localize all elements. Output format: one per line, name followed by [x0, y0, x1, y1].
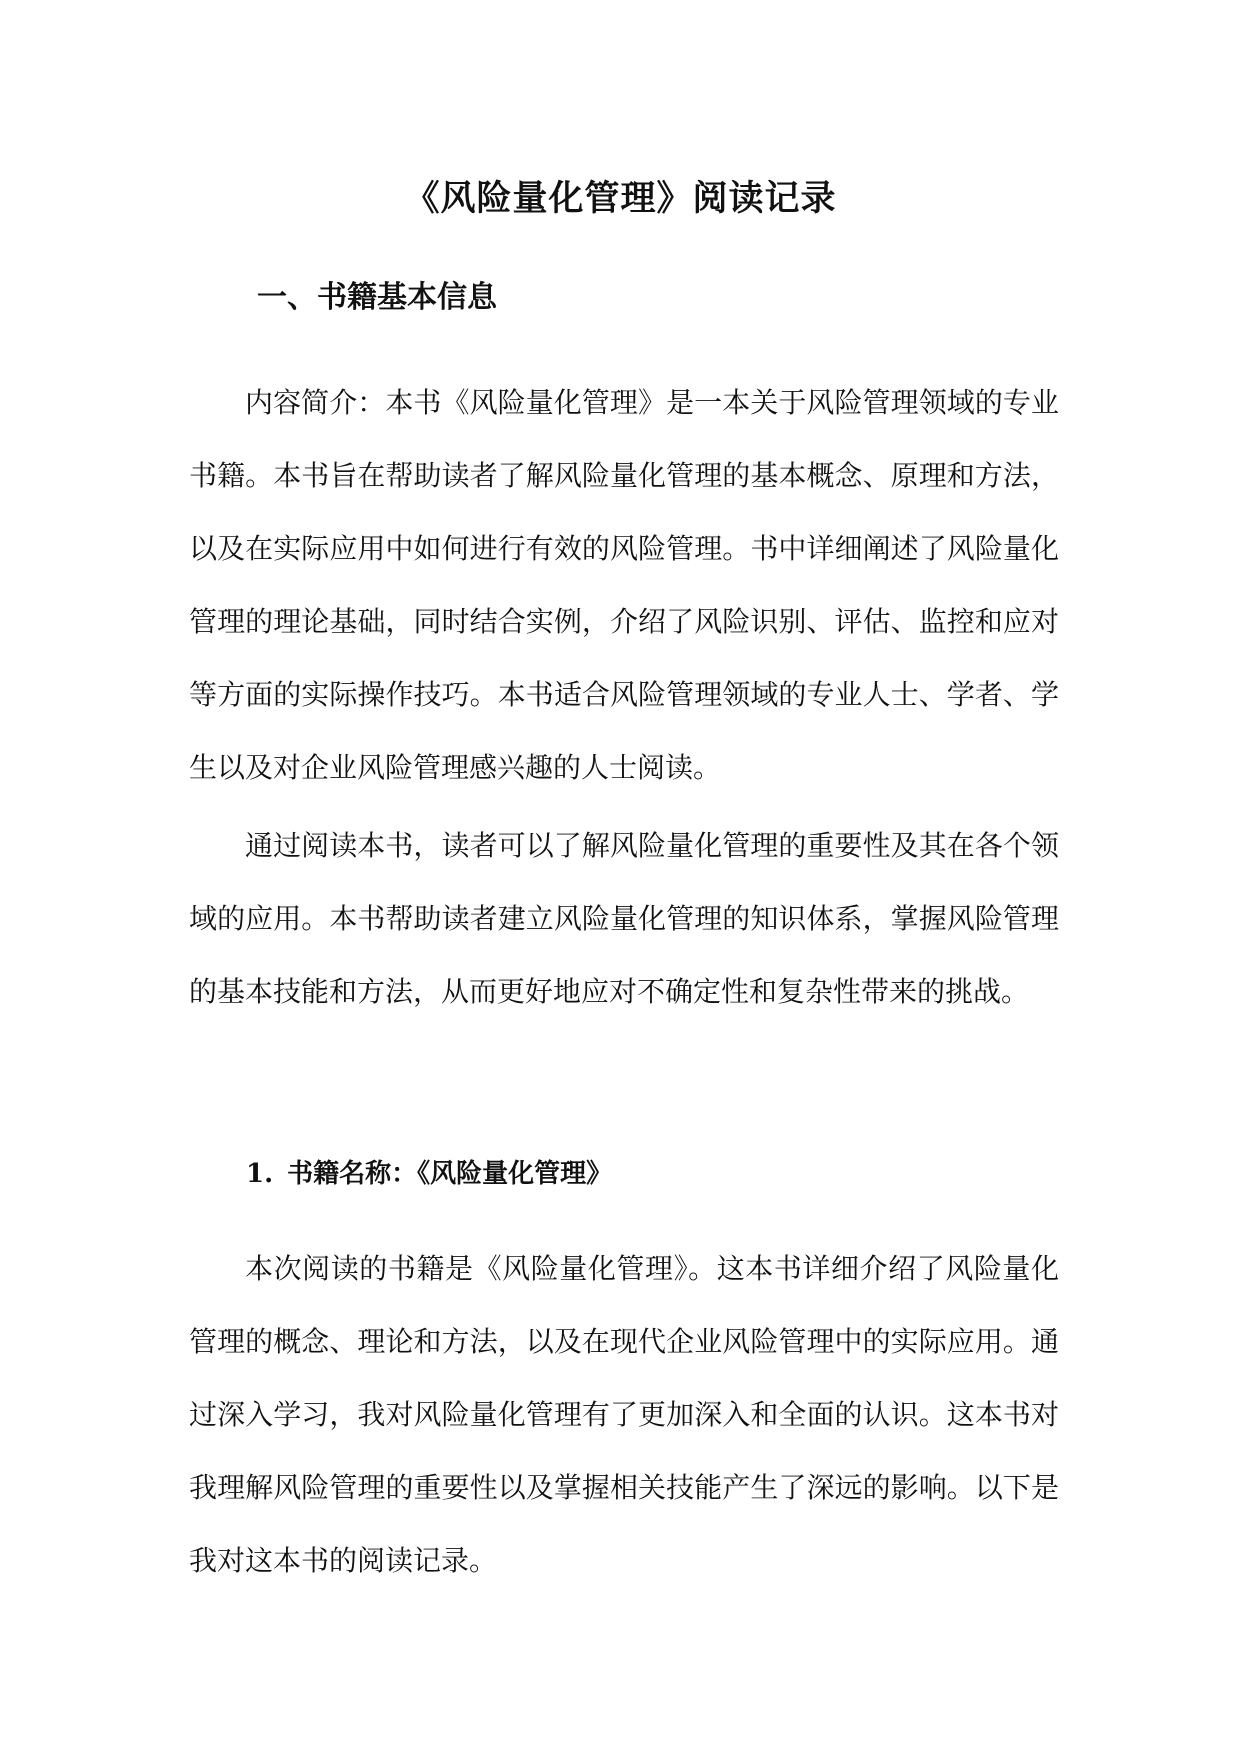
section-heading-book-info: 一、书籍基本信息: [257, 280, 497, 315]
subsection-number: 1.: [246, 1159, 274, 1189]
paragraph-content-summary: 内容简介：本书《风险量化管理》是一本关于风险管理领域的专业书籍。本书旨在帮助读者了解风险量化管理的基本概念、原理和方法，以及在实际应用中如何进行有效的风险管理。书中详细阐述了风险量化管理的理论基础，同时结合实例，介绍了风险识别、评估、监控和应对等方面的实际操作技巧。本书适合风险管理领域的专业人士、学者、学生以及对企业风险管理感兴趣的人士阅读。: [189, 386, 1059, 784]
page-title: 《风险量化管理》阅读记录: [404, 178, 837, 220]
subsection-heading-book-name: [246, 1154, 612, 1194]
paragraph-reading-benefits: 通过阅读本书，读者可以了解风险量化管理的重要性及其在各个领域的应用。本书帮助读者建立风险量化管理的知识体系，掌握风险管理的基本技能和方法，从而更好地应对不确定性和复杂性带来的挑战。: [189, 829, 1059, 1008]
subsection-heading-text: 书籍名称：《风险量化管理》: [287, 1159, 613, 1189]
paragraph-reading-record-intro: 本次阅读的书籍是《风险量化管理》。这本书详细介绍了风险量化管理的概念、理论和方法，以及在现代企业风险管理中的实际应用。通过深入学习，我对风险量化管理有了更加深入和全面的认识。这本书对我理解风险管理的重要性以及掌握相关技能产生了深远的影响。以下是我对这本书的阅读记录。: [189, 1252, 1059, 1577]
